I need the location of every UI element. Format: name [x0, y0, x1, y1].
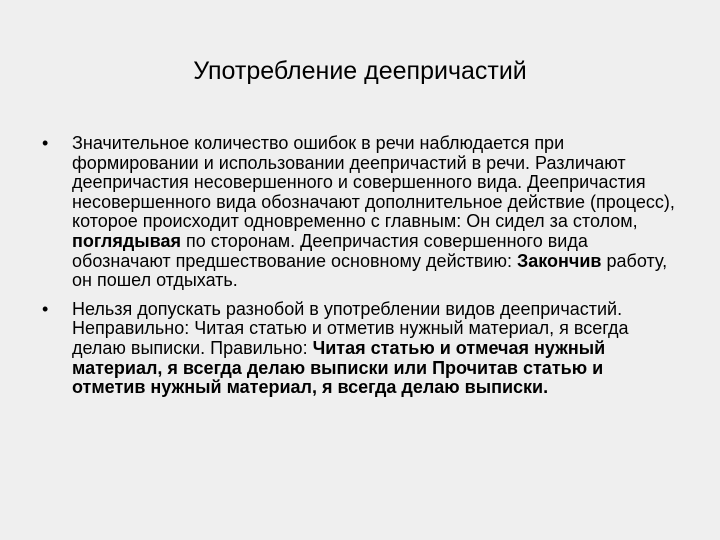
bullet-text	[72, 133, 675, 290]
bullet-list	[40, 134, 680, 407]
text-segment: по сторонам. Деепричастия совершенного вида обозначают предшествование основному действию:	[72, 230, 588, 271]
bullet-marker: •	[42, 298, 49, 319]
bullet-marker: •	[42, 133, 49, 153]
text-segment: Значительное количество ошибок в речи наблюдается при формировании и использовании деепричастий в речи. Различают деепричастия несовершенного и совершенного вида. Деепричастия несовершенного вида обозначают дополнительное действие (процесс), которое происходит одновременно с главным: Он сидел за столом,	[72, 133, 675, 232]
bold-segment: поглядывая	[72, 230, 181, 251]
text-segment: работу, он пошел отдыхать.	[72, 250, 668, 291]
text-segment: Нельзя допускать разнобой в употреблении видов деепричастий. Неправильно: Читая статью и отметив нужный материал, я всегда делаю выписки. Правильно:	[72, 298, 629, 358]
bullet-text	[72, 299, 629, 397]
bold-segment: Читая статью и отмечая нужный материал, я всегда делаю выписки или Прочитав статью и отметив нужный материал, я всегда делаю выписки.	[72, 337, 606, 398]
bullet-item	[40, 134, 680, 291]
slide-title: Употребление деепричастий	[193, 57, 527, 85]
bold-segment: Закончив	[516, 250, 602, 271]
bullet-item	[40, 300, 680, 398]
